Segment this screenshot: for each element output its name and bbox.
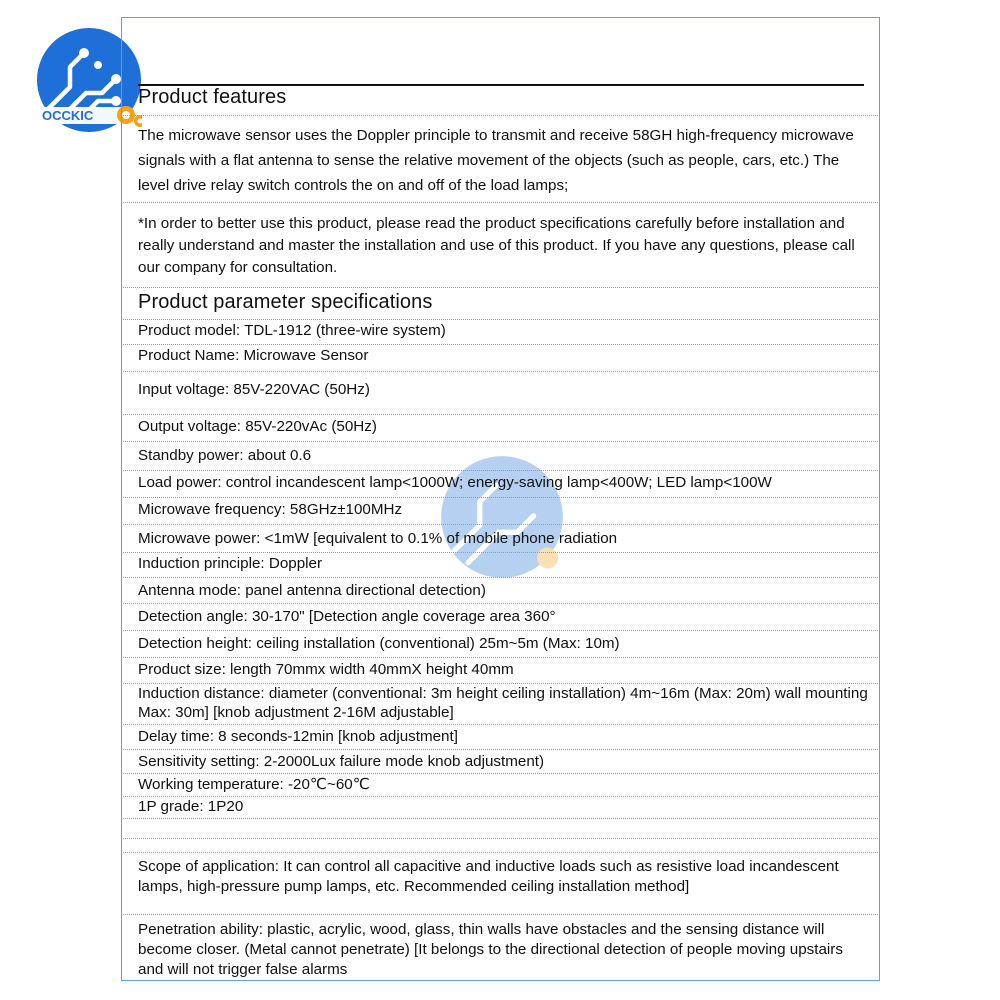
divider — [121, 818, 878, 819]
spec-output-voltage: Output voltage: 85V-220vAc (50Hz) — [138, 418, 377, 435]
spec-load-power: Load power: control incandescent lamp<1000W; energy-saving lamp<400W; LED lamp<100W — [138, 474, 772, 491]
divider — [121, 603, 878, 604]
divider — [121, 724, 878, 725]
spec-ip-grade: 1P grade: 1P20 — [138, 798, 244, 815]
features-heading: Product features — [138, 86, 287, 108]
spec-delay-time: Delay time: 8 seconds-12min [knob adjustment] — [138, 728, 458, 745]
divider — [121, 852, 878, 853]
divider — [121, 470, 878, 471]
divider — [121, 202, 878, 203]
spec-product-size: Product size: length 70mmx width 40mmX height 40mm — [138, 661, 514, 678]
divider — [121, 657, 878, 658]
divider — [121, 524, 878, 525]
spec-penetration: Penetration ability: plastic, acrylic, wood, glass, thin walls have obstacles and the sensing distance will become closer. (Metal cannot penetrate) [It belongs to the directional detection of people moving upstairs and will not trigger false alarms — [138, 921, 843, 978]
divider — [121, 414, 878, 415]
divider — [121, 497, 878, 498]
spec-detection-angle: Detection angle: 30-170" [Detection angle coverage area 360° — [138, 608, 556, 625]
divider — [121, 630, 878, 631]
divider — [121, 371, 878, 372]
divider — [121, 441, 878, 442]
spec-scope: Scope of application: It can control all capacitive and inductive loads such as resistive load incandescent lamps, high-pressure pump lamps, etc. Recommended ceiling installation method] — [138, 858, 839, 895]
specs-heading: Product parameter specifications — [138, 291, 433, 313]
logo-text: OCCKIC — [42, 108, 94, 123]
features-notice: *In order to better use this product, please read the product specifications carefully before installation and really understand and master the installation and use of this product. If you have any questions, please call our company for consultation. — [138, 215, 855, 276]
divider — [121, 287, 878, 288]
divider — [121, 914, 878, 915]
spec-product-name: Product Name: Microwave Sensor — [138, 347, 369, 364]
spec-sensitivity: Sensitivity setting: 2-2000Lux failure mode knob adjustment) — [138, 753, 545, 770]
spec-induction-distance: Induction distance: diameter (conventional: 3m height ceiling installation) 4m~16m (Max: 20m) wall mounting Max: 30m] [knob adjustment 2-16M adjustable] — [138, 685, 868, 721]
spec-input-voltage: Input voltage: 85V-220VAC (50Hz) — [138, 381, 370, 398]
spec-microwave-power: Microwave power: <1mW [equivalent to 0.1% of mobile phone radiation — [138, 530, 618, 547]
spec-microwave-frequency: Microwave frequency: 58GHz±100MHz — [138, 501, 403, 518]
divider — [121, 838, 878, 839]
spec-product-model: Product model: TDL-1912 (three-wire system) — [138, 322, 446, 339]
spec-induction-principle: Induction principle: Doppler — [138, 555, 323, 572]
spec-working-temperature: Working temperature: -20℃~60℃ — [138, 776, 370, 793]
divider — [121, 577, 878, 578]
spec-standby-power: Standby power: about 0.6 — [138, 447, 312, 464]
divider — [121, 749, 878, 750]
divider — [121, 115, 878, 116]
spec-detection-height: Detection height: ceiling installation (conventional) 25m~5m (Max: 10m) — [138, 635, 620, 652]
spec-antenna-mode: Antenna mode: panel antenna directional detection) — [138, 582, 486, 599]
features-description: The microwave sensor uses the Doppler principle to transmit and receive 58GH high-frequency microwave signals with a flat antenna to sense the relative movement of the objects (such as people, cars, etc.) The level drive relay switch controls the on and off of the load lamps; — [138, 127, 854, 194]
